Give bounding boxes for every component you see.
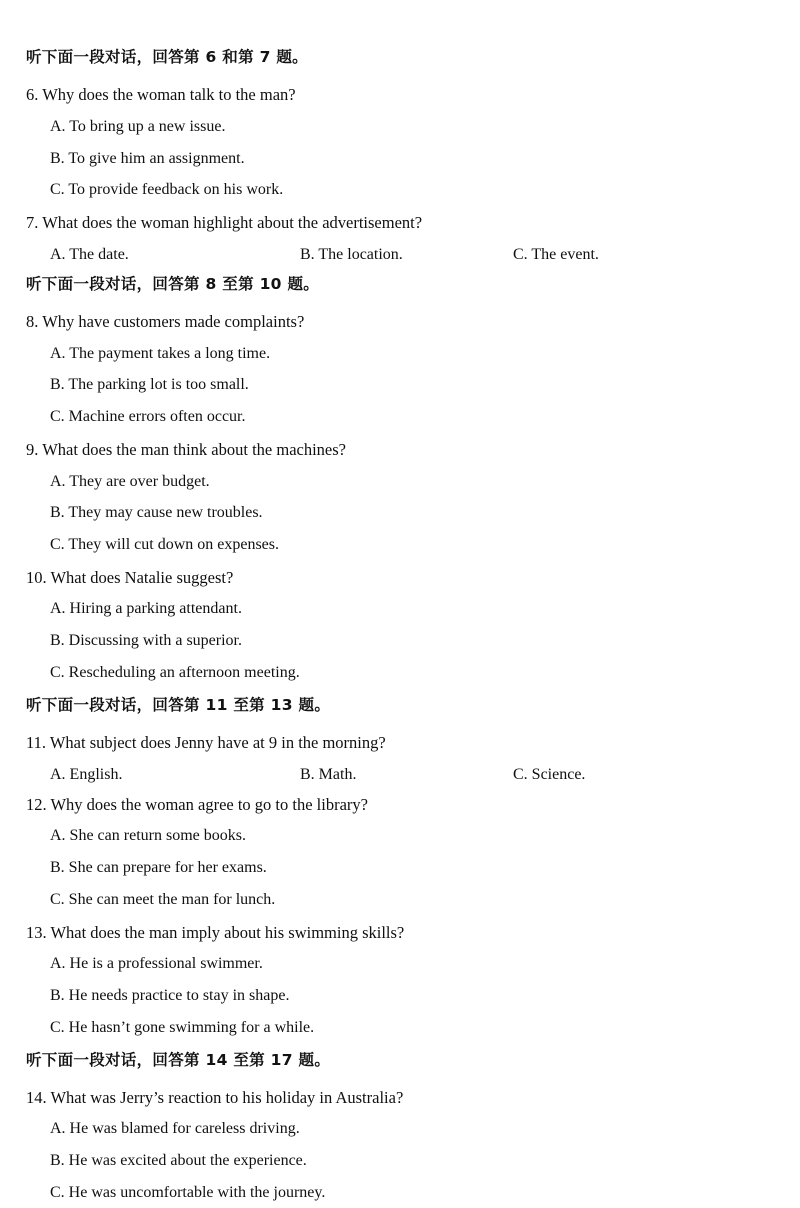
question (24, 205, 760, 238)
listening-section (24, 46, 760, 267)
listening-section (24, 694, 760, 1043)
option[interactable]: C. Science. (513, 765, 586, 783)
question-text: What subject does Jenny have at 9 in the morning? (49, 733, 386, 753)
option[interactable]: B. They may cause new troubles. (50, 504, 263, 522)
question (24, 77, 760, 110)
question-number: 9. (26, 439, 39, 459)
option-row (50, 238, 760, 267)
option-row (50, 758, 760, 787)
question (24, 915, 760, 948)
option[interactable]: B. The location. (300, 245, 403, 263)
option[interactable]: B. He needs practice to stay in shape. (50, 987, 290, 1004)
question (24, 787, 760, 820)
option[interactable]: A. To bring up a new issue. (50, 117, 226, 135)
option[interactable]: A. She can return some books. (50, 827, 246, 845)
section-heading: 听下面一段对话，回答第 6 和第 7 题。 (26, 48, 308, 66)
question (24, 725, 760, 758)
section-heading: 听下面一段对话，回答第 8 至第 10 题。 (26, 274, 320, 293)
question-number: 14. (26, 1087, 47, 1107)
option[interactable]: A. He is a professional swimmer. (50, 955, 263, 973)
listening-section (24, 273, 760, 688)
option[interactable]: C. Rescheduling an afternoon meeting. (50, 664, 300, 682)
option[interactable]: B. Discussing with a superior. (50, 632, 242, 650)
question (24, 304, 760, 337)
question-text: What does the woman highlight about the advertisement? (42, 213, 423, 233)
option[interactable]: B. Math. (300, 765, 357, 783)
option[interactable]: C. The event. (513, 245, 599, 263)
question-number: 10. (26, 567, 47, 587)
question-number: 7. (26, 213, 39, 233)
question-text: Why have customers made complaints? (42, 312, 305, 332)
option[interactable]: C. To provide feedback on his work. (50, 181, 284, 199)
question (24, 560, 760, 593)
question (24, 432, 760, 465)
option[interactable]: C. Machine errors often occur. (50, 408, 246, 426)
question-number: 12. (26, 794, 47, 814)
option[interactable]: B. The parking lot is too small. (50, 376, 249, 394)
option[interactable]: C. She can meet the man for lunch. (50, 890, 276, 908)
option[interactable]: A. The date. (50, 245, 129, 263)
question-text: What does Natalie suggest? (50, 567, 234, 587)
option[interactable]: C. He was uncomfortable with the journey. (50, 1184, 326, 1201)
question-number: 8. (26, 312, 39, 332)
option[interactable]: B. She can prepare for her exams. (50, 859, 267, 877)
question-number: 13. (26, 922, 47, 942)
listening-section (24, 1049, 760, 1208)
question-text: Why does the woman talk to the man? (42, 85, 296, 105)
option[interactable]: B. He was excited about the experience. (50, 1152, 307, 1170)
option[interactable]: C. They will cut down on expenses. (50, 536, 280, 554)
option[interactable]: A. The payment takes a long time. (50, 344, 271, 362)
option[interactable]: A. English. (50, 765, 123, 783)
question-text: What does the man imply about his swimming skills? (50, 922, 405, 942)
question-text: Why does the woman agree to go to the library? (50, 794, 368, 814)
option[interactable]: A. Hiring a parking attendant. (50, 600, 242, 618)
section-heading: 听下面一段对话，回答第 11 至第 13 题。 (26, 695, 331, 714)
option[interactable]: A. They are over budget. (50, 472, 210, 490)
question-number: 6. (26, 85, 39, 105)
option[interactable]: B. To give him an assignment. (50, 149, 245, 167)
option[interactable]: A. He was blamed for careless driving. (50, 1120, 300, 1138)
question-number: 11. (26, 733, 47, 753)
option[interactable]: C. He hasn’t gone swimming for a while. (50, 1018, 315, 1036)
section-heading: 听下面一段对话，回答第 14 至第 17 题。 (26, 1050, 331, 1069)
question-text: What was Jerry’s reaction to his holiday in Australia? (50, 1087, 404, 1107)
question-text: What does the man think about the machines? (42, 439, 346, 459)
question (24, 1080, 760, 1113)
